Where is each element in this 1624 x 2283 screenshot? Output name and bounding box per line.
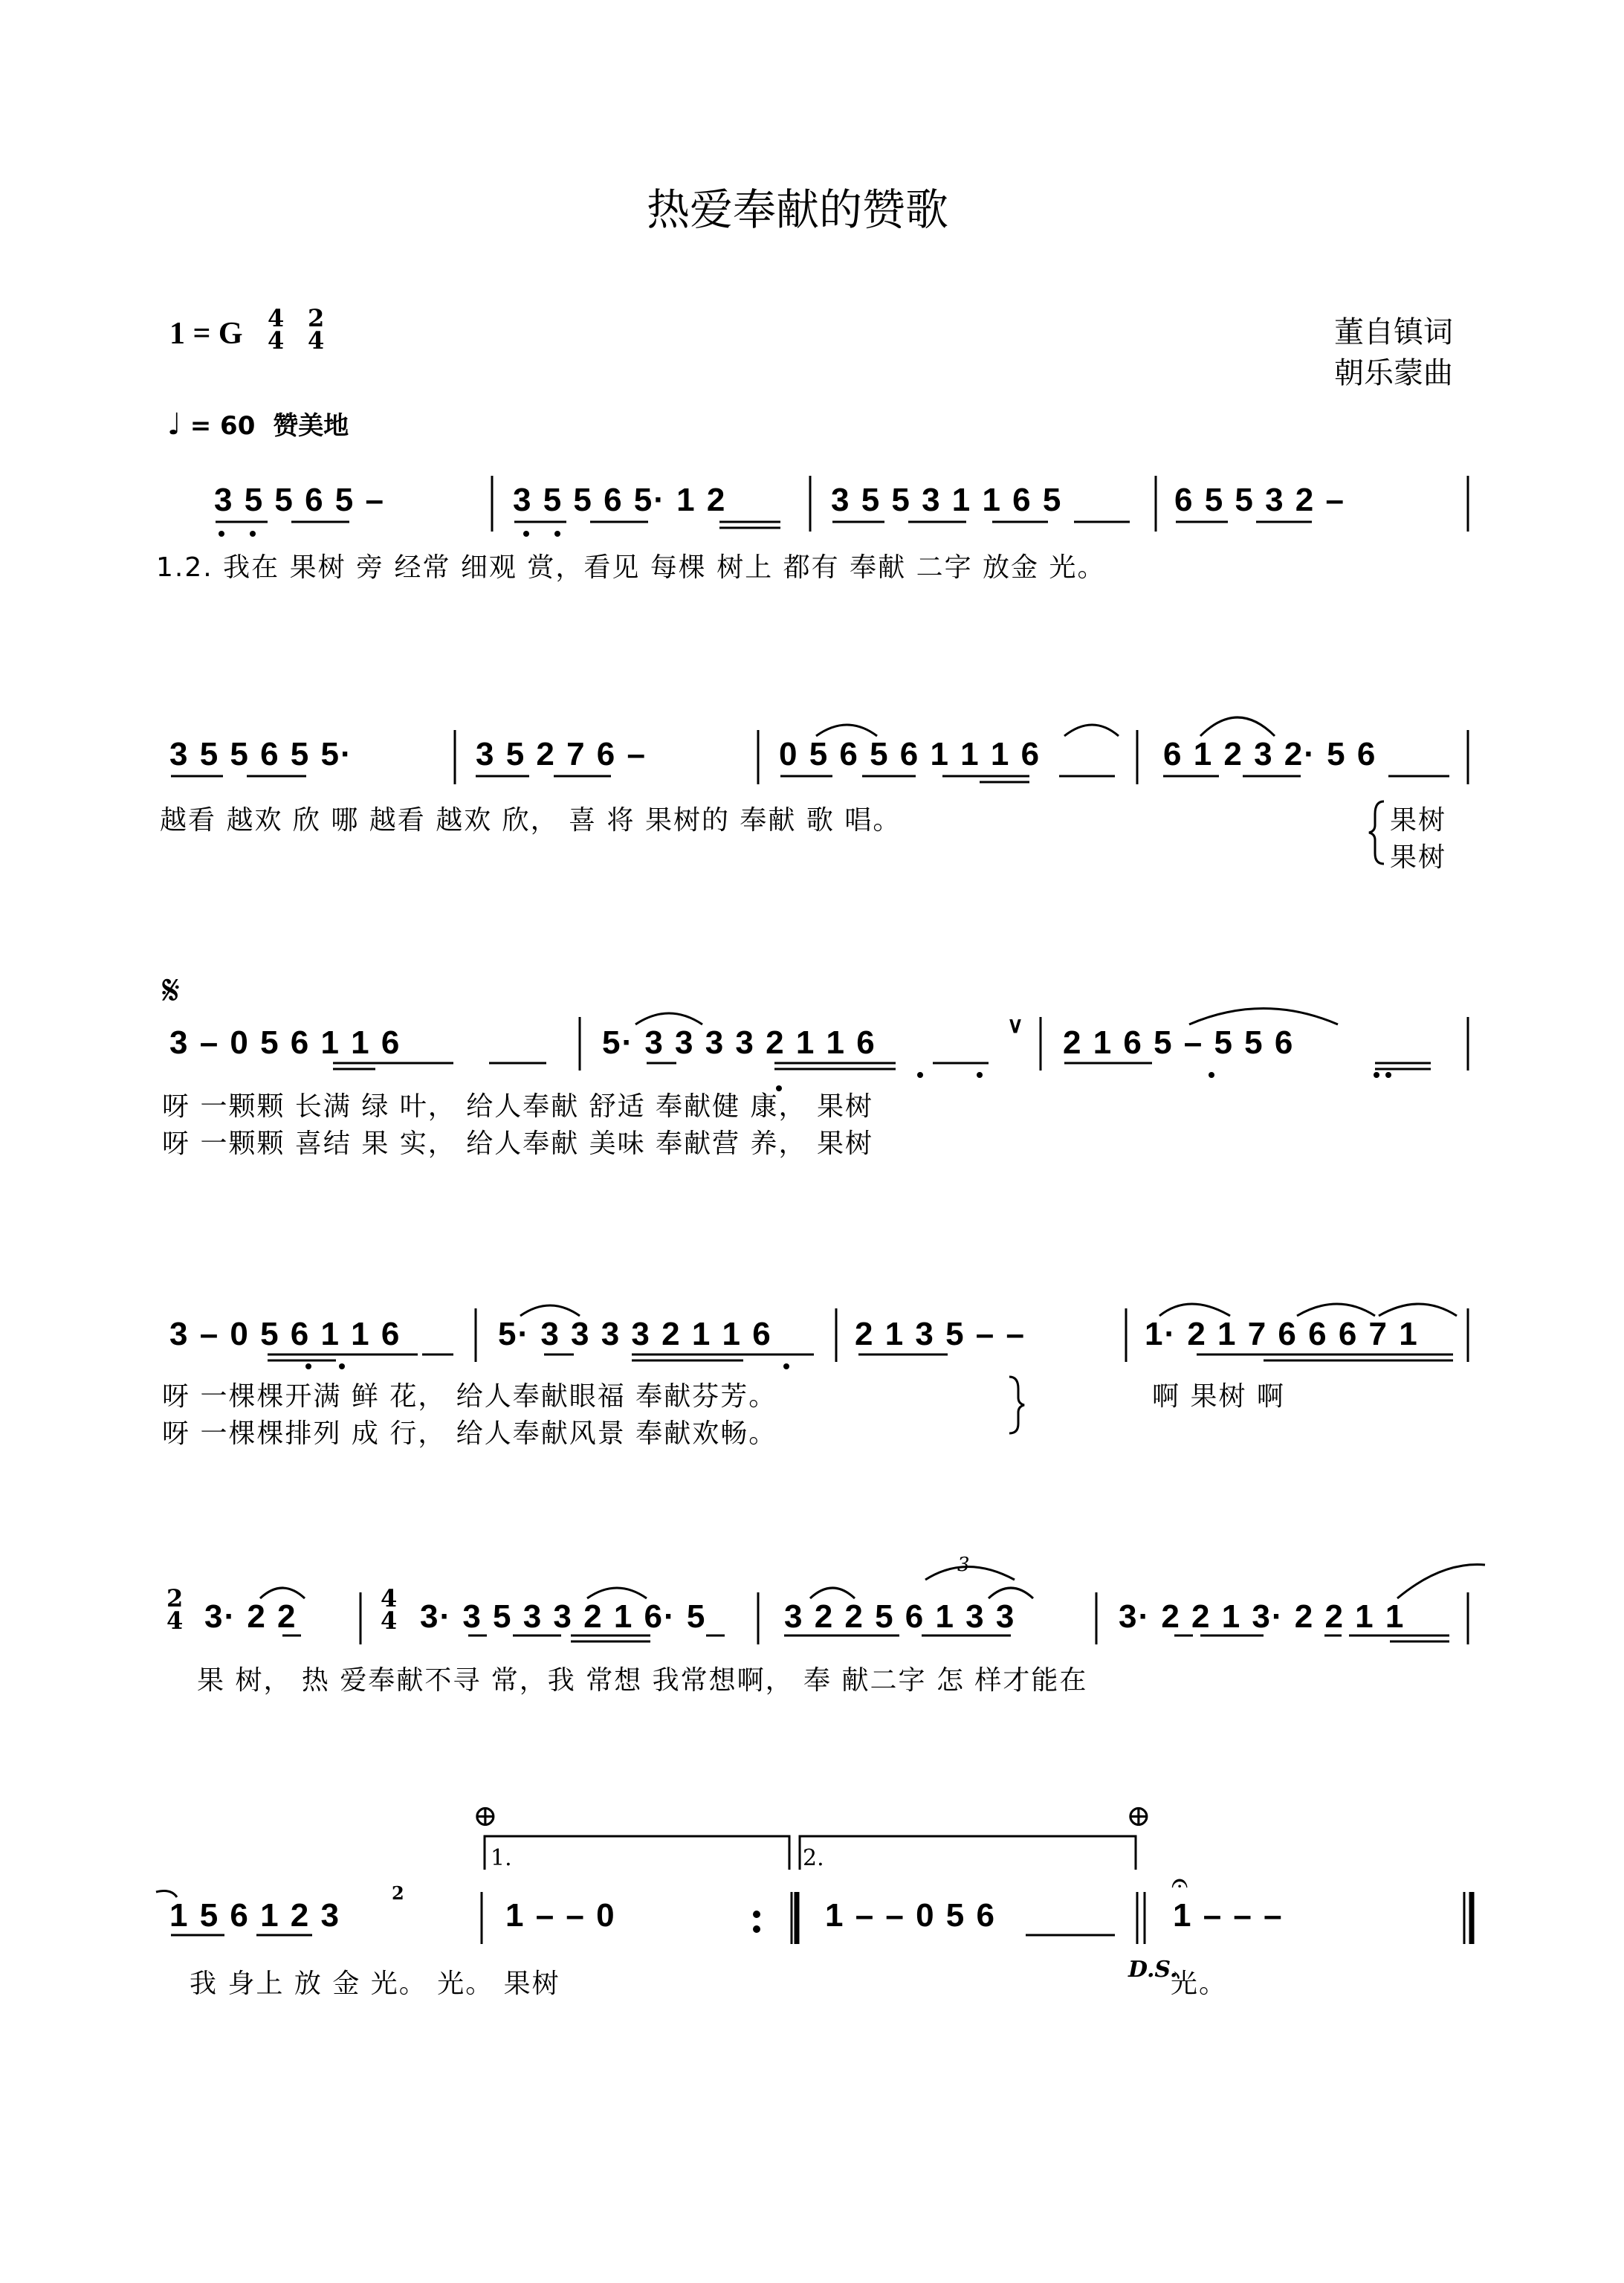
system-3-lyrics-verse1: 呀 一颗颗 长满 绿 叶， 给人奉献 舒适 奉献健 康， 果树 (162, 1091, 873, 1122)
system-3-measure-1: 3 – 0 5 6 1 1 6 (169, 1024, 401, 1061)
system-6-measure-3: 1 – – 0 5 6 (825, 1897, 996, 1934)
fermata-icon: 𝄐 (1171, 1866, 1188, 1900)
triplet-mark: 3 (957, 1554, 970, 1576)
system-1-measure-2: 3 5 5 6 5· 1 2 (513, 482, 727, 518)
system-3-measure-2: 5· 3 3 3 3 2 1 1 6 (602, 1024, 876, 1061)
composer-credit: 朝乐蒙曲 (1334, 356, 1453, 390)
system-5-measure-1: 3· 2 2 (204, 1598, 297, 1635)
system-4-lyrics-refrain: 啊 果树 啊 (1152, 1381, 1285, 1412)
system-2-measure-3: 0 5 6 5 6 1 1 1 6 (779, 736, 1041, 772)
system-2-measure-1: 3 5 5 6 5 5· (169, 736, 353, 772)
system-6-lyrics-final: 光。 (1171, 1969, 1228, 1999)
system-4-measure-1: 3 – 0 5 6 1 1 6 (169, 1316, 401, 1352)
grace-note: 2 (392, 1882, 404, 1904)
system-6-lyrics: 我 身上 放 金 光。 光。 果树 (190, 1969, 560, 1999)
system-4-lyrics-verse1: 呀 一棵棵开满 鲜 花， 给人奉献眼福 奉献芬芳。 (162, 1381, 777, 1412)
coda-icon: ⊕ (473, 1799, 498, 1833)
page-title: 热爱奉献的赞歌 (647, 184, 949, 235)
system-4-measure-3: 2 1 3 5 – – (855, 1316, 1026, 1352)
system-2-lyrics: 越看 越欢 欣 哪 越看 越欢 欣， 喜 将 果树的 奉献 歌 唱。 (160, 805, 902, 836)
dal-segno-mark: D.S. (1128, 1957, 1178, 1983)
system-3-measure-3: 2 1 6 5 – 5 5 6 (1063, 1024, 1295, 1061)
tempo-marking: ♩ = 60 赞美地 (167, 407, 349, 442)
lyricist-credit: 董自镇词 (1334, 315, 1453, 349)
time-signature-4-4-system5: 4 4 (381, 1584, 398, 1635)
system-6-measure-1: 1 5 6 1 2 3 (169, 1897, 340, 1934)
system-2-measure-2: 3 5 2 7 6 – (476, 736, 647, 772)
segno-icon: 𝄋 (162, 966, 181, 1015)
system-6-measure-2: 1 – – 0 (505, 1897, 616, 1934)
system-5-measure-2: 3· 3 5 3 3 2 1 6· 5 (420, 1598, 707, 1635)
ending-1-label: 1. (491, 1845, 512, 1871)
system-5-measure-4: 3· 2 2 1 3· 2 2 1 1 (1119, 1598, 1405, 1635)
system-4-lyrics-verse2: 呀 一棵棵排列 成 行， 给人奉献风景 奉献欢畅。 (162, 1418, 777, 1449)
coda-icon-2: ⊕ (1126, 1799, 1151, 1833)
system-5-measure-3: 3 2 2 5 6 1 3 3 (784, 1598, 1016, 1635)
system-3-lyrics-verse2: 呀 一颗颗 喜结 果 实， 给人奉献 美味 奉献营 养， 果树 (162, 1128, 873, 1159)
system-6-measure-4: 1 – – – (1173, 1897, 1284, 1934)
system-1-lyrics: 1.2. 我在 果树 旁 经常 细观 赏，看见 每棵 树上 都有 奉献 二字 放金 光。 (156, 552, 1106, 583)
system-4-measure-4: 1· 2 1 7 6 6 6 7 1 (1145, 1316, 1419, 1352)
time-signature-2-4: 2 4 (308, 304, 325, 355)
system-1-measure-4: 6 5 5 3 2 – (1174, 482, 1345, 518)
system-2-lyrics-verse2-end: 果树 (1390, 842, 1447, 873)
breath-mark: ∨ (1007, 1013, 1025, 1038)
system-5-lyrics: 果 树， 热 爱奉献不寻 常，我 常想 我常想啊， 奉 献二字 怎 样才能在 (197, 1665, 1088, 1696)
key-signature: 1 = G (169, 317, 243, 351)
system-1-measure-1: 3 5 5 6 5 – (214, 482, 385, 518)
quarter-note-icon: ♩ (167, 407, 181, 442)
system-2-measure-4: 6 1 2 3 2· 5 6 (1163, 736, 1377, 772)
time-signature-2-4-system5: 2 4 (166, 1584, 184, 1635)
time-signature-4-4: 4 4 (268, 304, 285, 355)
system-1-measure-3: 3 5 5 3 1 1 6 5 (831, 482, 1063, 518)
system-4-measure-2: 5· 3 3 3 3 2 1 1 6 (498, 1316, 772, 1352)
system-2-lyrics-verse1-end: 果树 (1390, 805, 1447, 836)
ending-2-label: 2. (803, 1845, 824, 1871)
